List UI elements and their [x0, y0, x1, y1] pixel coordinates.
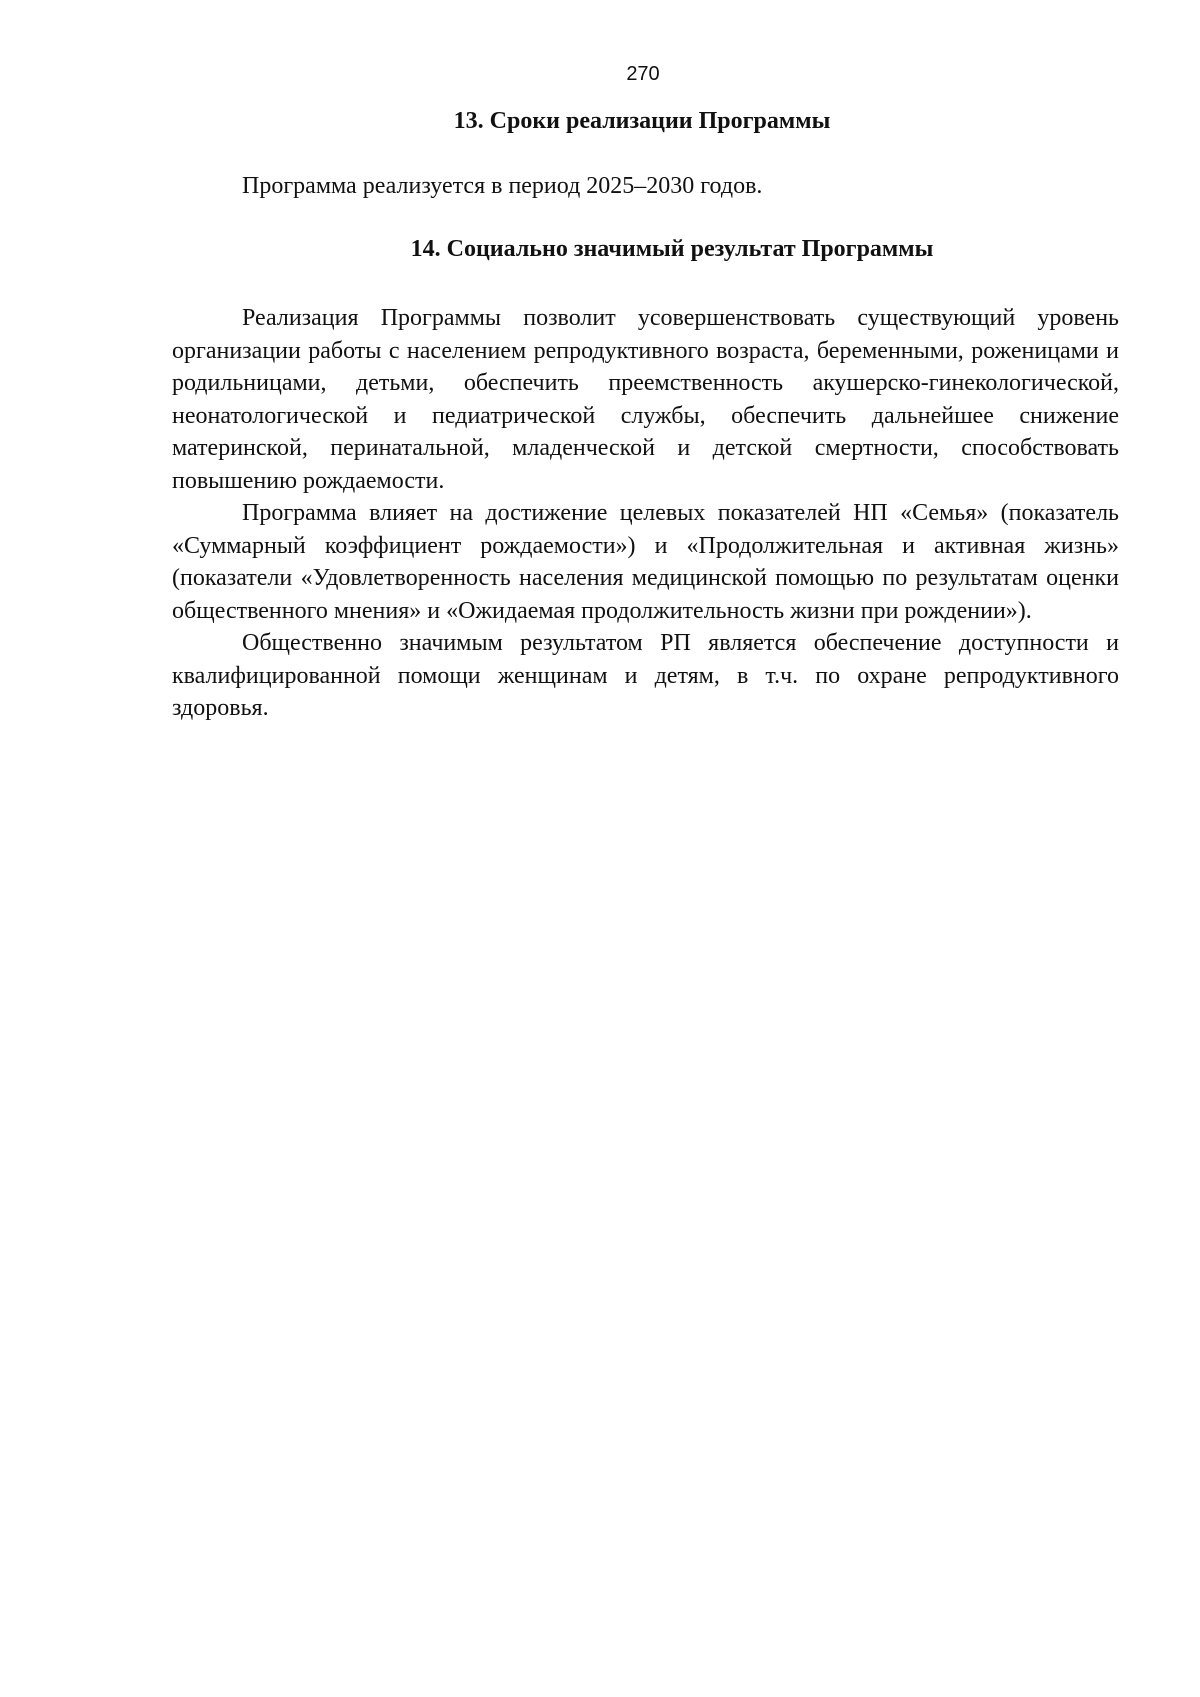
- section-14-paragraph-3: Общественно значимым результатом РП является обеспечение доступности и квалифицированной помощи женщинам и детям, в т.ч. по охране репродуктивного здоровья.: [172, 630, 1119, 721]
- section-14-heading: 14. Социально значимый результат Программы: [410, 236, 934, 262]
- section-14-body: [172, 302, 1119, 725]
- section-14-paragraph-1: Реализация Программы позволит усовершенствовать существующий уровень организации работы с населением репродуктивного возраста, беременными, роженицами и родильницами, детьми, обеспечить преемственность акушерско-гинекологической, неонатологической и педиатрической службы, обеспечить дальнейшее снижение материнской, перинатальной, младенческой и детской смертности, способствовать повышению рождаемости.: [172, 305, 1119, 494]
- section-14-paragraph-2: Программа влияет на достижение целевых показателей НП «Семья» (показатель «Суммарный коэффициент рождаемости») и «Продолжительная и активная жизнь» (показатели «Удовлетворенность населения медицинской помощью по результатам оценки общественного мнения» и «Ожидаемая продолжительность жизни при рождении»).: [172, 500, 1119, 624]
- page-number: 270: [626, 63, 660, 85]
- section-13-heading: 13. Сроки реализации Программы: [453, 108, 831, 134]
- section-13-text: Программа реализуется в период 2025–2030 годов.: [242, 173, 763, 199]
